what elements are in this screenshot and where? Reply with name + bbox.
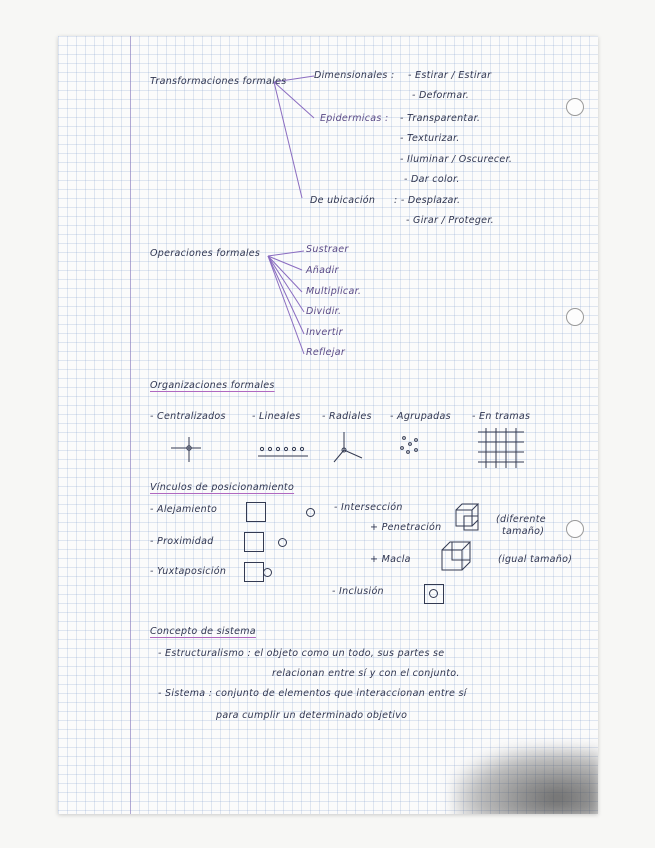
macla-note: (igual tamaño) <box>498 554 573 565</box>
heading-transformaciones: Transformaciones formales <box>150 76 287 87</box>
circle-shape <box>429 589 438 598</box>
item-epidermicas-3: - Iluminar / Oscurecer. <box>400 154 513 165</box>
heading-operaciones: Operaciones formales <box>150 248 261 259</box>
item-dimensionales-1: - Estirar / Estirar <box>408 70 492 81</box>
item-ubicacion-2: - Girar / Proteger. <box>406 215 494 226</box>
item-ubicacion-1: : - Desplazar. <box>394 195 461 206</box>
vinculo-item: - Yuxtaposición <box>150 566 227 577</box>
org-type: - Centralizados <box>150 411 226 422</box>
label-dimensionales: Dimensionales : <box>314 70 395 81</box>
penetracion-note: tamaño) <box>502 526 545 537</box>
penetracion-note: (diferente <box>496 514 546 525</box>
operacion-item: Añadir <box>306 265 339 276</box>
concepto-line: para cumplir un determinado objetivo <box>216 710 408 721</box>
square-shape <box>246 502 266 522</box>
concepto-line: relacionan entre sí y con el conjunto. <box>272 668 460 679</box>
circle-shape <box>306 508 315 517</box>
item-epidermicas-1: - Transparentar. <box>400 113 481 124</box>
item-epidermicas-2: - Texturizar. <box>400 133 460 144</box>
notebook-page <box>58 36 598 814</box>
circle-shape <box>278 538 287 547</box>
item-epidermicas-4: - Dar color. <box>404 174 460 185</box>
heading-vinculos: Vínculos de posicionamiento <box>150 482 295 493</box>
vinculo-item: - Alejamiento <box>150 504 218 515</box>
vinculo-inclusion: - Inclusión <box>332 586 384 597</box>
label-epidermicas: Epidermicas : <box>320 113 389 124</box>
operacion-item: Multiplicar. <box>306 286 362 297</box>
vinculo-interseccion: - Intersección <box>334 502 403 513</box>
org-type: - Lineales <box>252 411 301 422</box>
operacion-item: Invertir <box>306 327 343 338</box>
label-ubicacion: De ubicación <box>310 195 376 206</box>
org-type: - Radiales <box>322 411 372 422</box>
org-type: - En tramas <box>472 411 531 422</box>
vinculo-macla: + Macla <box>370 554 411 565</box>
heading-concepto: Concepto de sistema <box>150 626 256 637</box>
square-shape <box>244 532 264 552</box>
circle-shape <box>263 568 272 577</box>
concepto-line: - Sistema : conjunto de elementos que interaccionan entre sí <box>158 688 467 699</box>
square-shape <box>244 562 264 582</box>
heading-organizaciones: Organizaciones formales <box>150 380 275 391</box>
operacion-item: Dividir. <box>306 306 342 317</box>
vinculo-penetracion: + Penetración <box>370 522 442 533</box>
concepto-line: - Estructuralismo : el objeto como un todo, sus partes se <box>158 648 445 659</box>
vinculo-item: - Proximidad <box>150 536 214 547</box>
item-dimensionales-2: - Deformar. <box>412 90 470 101</box>
operacion-item: Reflejar <box>306 347 346 358</box>
operacion-item: Sustraer <box>306 244 349 255</box>
org-type: - Agrupadas <box>390 411 451 422</box>
